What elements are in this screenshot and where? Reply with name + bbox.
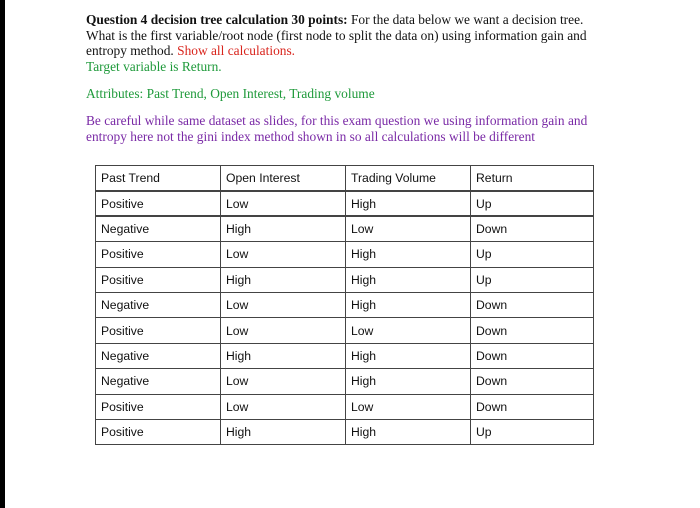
- dataset-table: [95, 165, 594, 445]
- trading-volume-cell: High: [346, 267, 471, 292]
- trading-volume-cell: High: [346, 292, 471, 317]
- trading-volume-cell: Low: [346, 394, 471, 419]
- return-cell: Up: [471, 191, 594, 216]
- return-cell: Down: [471, 369, 594, 394]
- return-cell: Down: [471, 216, 594, 241]
- return-cell: Down: [471, 394, 594, 419]
- question-body: For the data below we want a decision tree. What is the first variable/root node (first node to split the data on) using information gain and entropy method.: [86, 12, 587, 59]
- table-row: [96, 216, 594, 241]
- table-row: [96, 242, 594, 267]
- past-trend-cell: Positive: [96, 394, 221, 419]
- left-edge-bar: [0, 0, 5, 508]
- open-interest-cell: Low: [221, 394, 346, 419]
- open-interest-cell: High: [221, 343, 346, 368]
- table-row: [96, 267, 594, 292]
- table-row: [96, 191, 594, 216]
- return-cell: Down: [471, 292, 594, 317]
- table-row: [96, 369, 594, 394]
- question-text-block: [86, 12, 606, 144]
- attributes-note: Attributes: Past Trend, Open Interest, Trading volume: [86, 86, 375, 102]
- header-past-trend: Past Trend: [96, 166, 221, 191]
- past-trend-cell: Negative: [96, 369, 221, 394]
- trading-volume-cell: High: [346, 191, 471, 216]
- open-interest-cell: High: [221, 267, 346, 292]
- return-cell: Up: [471, 242, 594, 267]
- trading-volume-cell: Low: [346, 216, 471, 241]
- show-calculations-note: Show all calculations.: [177, 43, 296, 59]
- table-row: [96, 292, 594, 317]
- past-trend-cell: Positive: [96, 318, 221, 343]
- trading-volume-cell: High: [346, 343, 471, 368]
- trading-volume-cell: High: [346, 369, 471, 394]
- table-row: [96, 318, 594, 343]
- target-variable-note: Target variable is Return.: [86, 58, 222, 74]
- past-trend-cell: Negative: [96, 216, 221, 241]
- header-trading-volume: Trading Volume: [346, 166, 471, 191]
- trading-volume-cell: High: [346, 419, 471, 444]
- trading-volume-cell: Low: [346, 318, 471, 343]
- open-interest-cell: High: [221, 419, 346, 444]
- table-header-row: [96, 166, 594, 191]
- return-cell: Up: [471, 267, 594, 292]
- open-interest-cell: Low: [221, 318, 346, 343]
- table-row: [96, 394, 594, 419]
- trading-volume-cell: High: [346, 242, 471, 267]
- past-trend-cell: Positive: [96, 242, 221, 267]
- table-row: [96, 419, 594, 444]
- open-interest-cell: Low: [221, 191, 346, 216]
- question-title: Question 4 decision tree calculation 30 points:: [86, 12, 348, 27]
- open-interest-cell: High: [221, 216, 346, 241]
- past-trend-cell: Negative: [96, 343, 221, 368]
- past-trend-cell: Positive: [96, 267, 221, 292]
- header-open-interest: Open Interest: [221, 166, 346, 191]
- return-cell: Up: [471, 419, 594, 444]
- past-trend-cell: Positive: [96, 419, 221, 444]
- return-cell: Down: [471, 318, 594, 343]
- past-trend-cell: Positive: [96, 191, 221, 216]
- header-return: Return: [471, 166, 594, 191]
- table-row: [96, 343, 594, 368]
- past-trend-cell: Negative: [96, 292, 221, 317]
- method-warning-note: Be careful while same dataset as slides, for this exam question we using information gain and entropy here not the gini index method shown in so all calculations will be different: [86, 112, 588, 144]
- open-interest-cell: Low: [221, 292, 346, 317]
- open-interest-cell: Low: [221, 369, 346, 394]
- open-interest-cell: Low: [221, 242, 346, 267]
- question-paragraph: [86, 12, 606, 59]
- return-cell: Down: [471, 343, 594, 368]
